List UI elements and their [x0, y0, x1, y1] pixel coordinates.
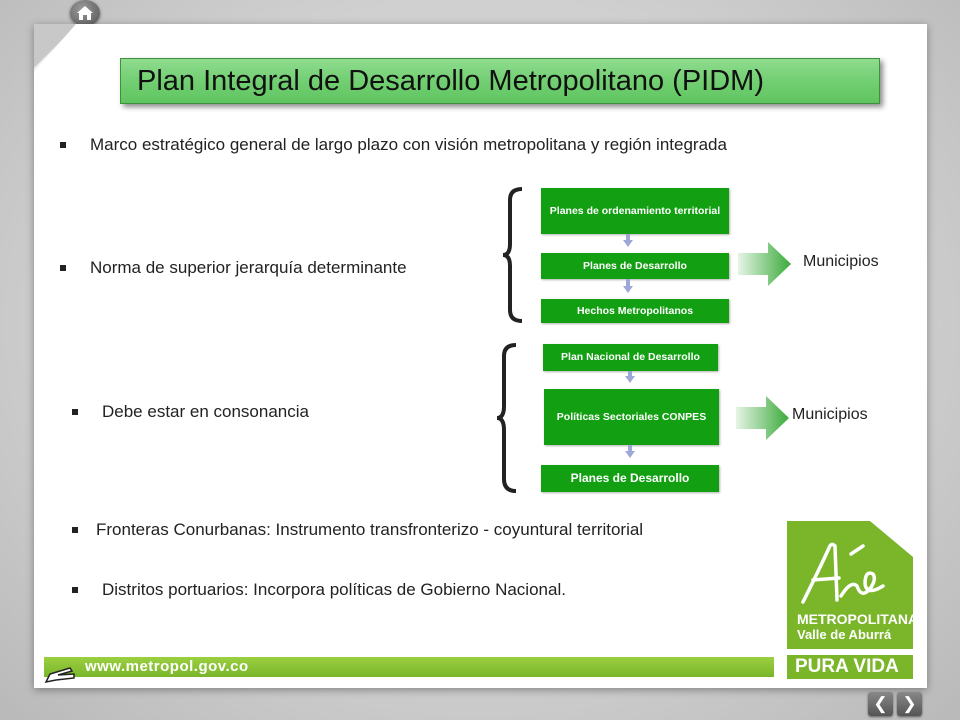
arrow-right-icon: [738, 242, 792, 286]
left-brace: [500, 186, 526, 324]
arrow-right-icon: [736, 396, 790, 440]
page-title: Plan Integral de Desarrollo Metropolitano (PIDM): [137, 64, 764, 97]
bullet-text: Marco estratégico general de largo plazo con visión metropolitana y región integrada: [90, 135, 727, 154]
logo-line1: METROPOLITANA: [797, 611, 919, 627]
connector-arrow: [623, 240, 633, 247]
connector-arrow: [623, 286, 633, 293]
diagram1-box-label: Planes de Desarrollo: [583, 259, 687, 272]
left-brace: [494, 342, 520, 494]
diagram2-box: [541, 465, 719, 492]
connector-arrow: [625, 451, 635, 458]
chevron-left-icon: ❮: [873, 694, 888, 713]
diagram1-box: [541, 253, 729, 279]
diagram2-box-label: Plan Nacional de Desarrollo: [561, 351, 700, 364]
municipios-label: Municipios: [803, 253, 879, 270]
bullet-marker: [72, 587, 78, 593]
area-script-logo: [795, 540, 895, 610]
diagram2-box-label: Políticas Sectoriales CONPES: [556, 410, 707, 423]
logo-tagline: PURA VIDA: [787, 655, 913, 679]
bullet-item: [60, 135, 727, 155]
logo-line2: Valle de Aburrá: [797, 627, 892, 642]
diagram2-box-label: Planes de Desarrollo: [570, 470, 690, 485]
next-button[interactable]: [897, 692, 922, 716]
diagram1-box-label: Hechos Metropolitanos: [576, 304, 694, 317]
pointing-hand-icon: [44, 662, 78, 686]
title-box: [120, 58, 880, 104]
bullet-item: [60, 258, 407, 278]
chevron-right-icon: ❯: [902, 694, 917, 713]
diagram1-box: [541, 299, 729, 323]
bullet-text: Distritos portuarios: Incorpora políticas de Gobierno Nacional.: [102, 580, 566, 599]
prev-button[interactable]: [868, 692, 893, 716]
bullet-marker: [60, 265, 66, 271]
bullet-text: Debe estar en consonancia: [102, 402, 309, 421]
bullet-marker: [60, 142, 66, 148]
bullet-item: [72, 520, 643, 540]
footer-url[interactable]: www.metropol.gov.co: [85, 658, 249, 675]
diagram1-box: [541, 188, 729, 234]
bullet-item: [72, 580, 566, 600]
connector: [626, 279, 630, 286]
diagram2-box: [544, 389, 719, 445]
connector-arrow: [625, 376, 635, 383]
municipios-label: Municipios: [792, 406, 868, 423]
diagram2-box: [543, 344, 718, 371]
bullet-marker: [72, 409, 78, 415]
bullet-text: Fronteras Conurbanas: Instrumento transfronterizo - coyuntural territorial: [96, 520, 644, 539]
home-button[interactable]: [70, 0, 100, 26]
home-icon: [76, 5, 94, 21]
bullet-text: Norma de superior jerarquía determinante: [90, 258, 407, 277]
bullet-item: [72, 402, 309, 422]
diagram1-box-label: Planes de ordenamiento territorial: [549, 204, 721, 217]
bullet-marker: [72, 527, 78, 533]
